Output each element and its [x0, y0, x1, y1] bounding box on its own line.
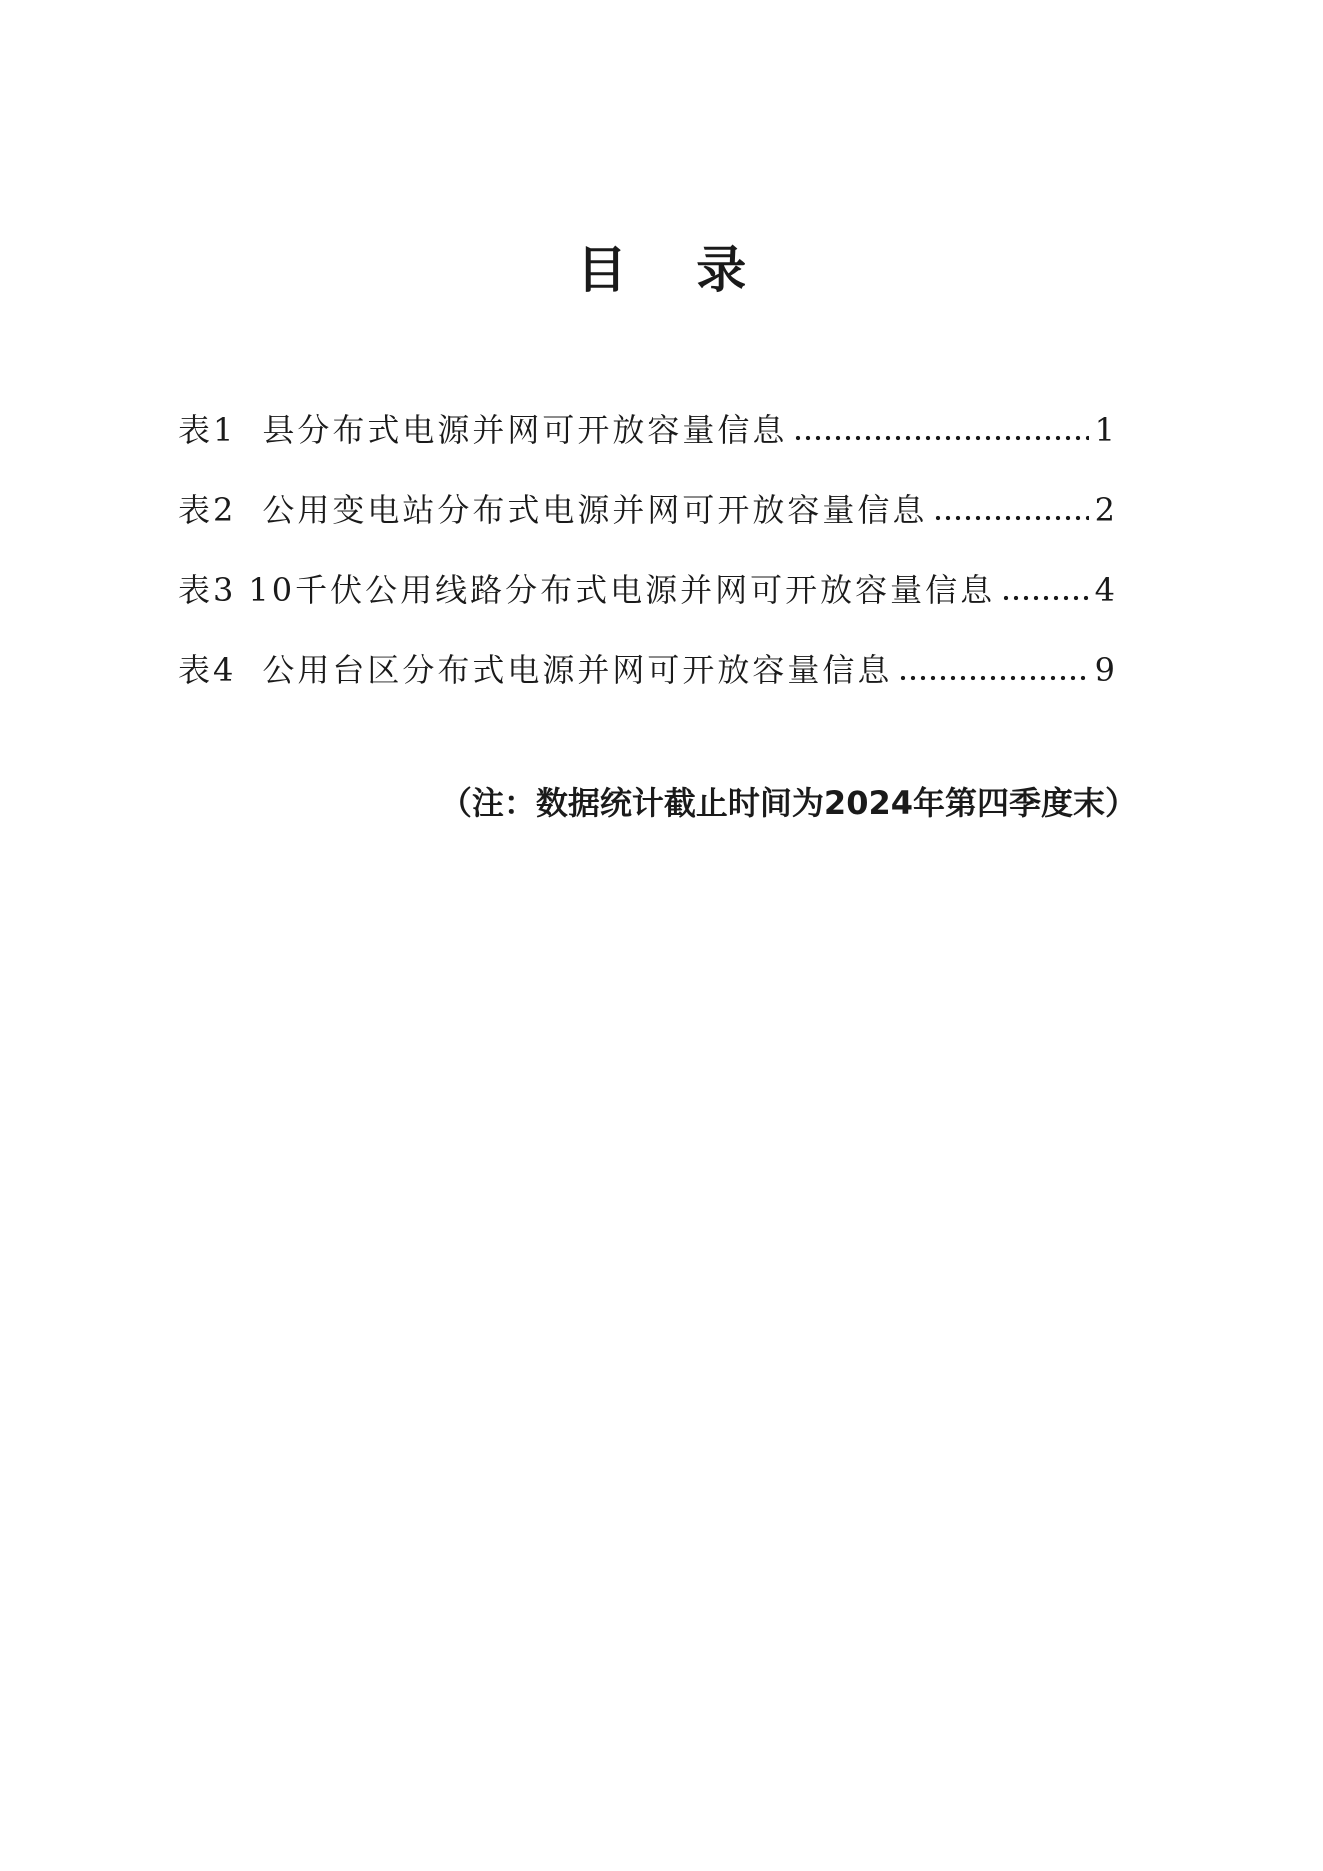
- toc-entry-page: 2: [1094, 491, 1115, 529]
- toc-dot-leader: [898, 675, 1088, 681]
- data-cutoff-note: （注：数据统计截止时间为2024年第四季度末）: [439, 784, 1137, 822]
- toc-entry-text: 公用变电站分布式电源并网可开放容量信息: [262, 491, 928, 529]
- toc-entry-page: 1: [1094, 411, 1115, 449]
- toc-entry-label: 表4: [178, 651, 237, 689]
- toc-dot-leader: [793, 435, 1088, 441]
- toc-entry-table-2[interactable]: [178, 484, 1115, 564]
- toc-entry-label: 表2: [178, 491, 237, 529]
- toc-dot-leader: [1001, 595, 1089, 601]
- toc-entry-table-1[interactable]: [178, 404, 1115, 484]
- toc-entry-page: 9: [1094, 651, 1115, 689]
- toc-entry-text: 10千伏公用线路分布式电源并网可开放容量信息: [248, 571, 996, 609]
- toc-entry-label: 表3: [178, 571, 237, 609]
- toc-dot-leader: [933, 515, 1088, 521]
- toc-entry-table-4[interactable]: [178, 644, 1115, 724]
- toc-entry-label: 表1: [178, 411, 237, 449]
- toc-entry-text: 公用台区分布式电源并网可开放容量信息: [262, 651, 893, 689]
- toc-title: 目 录: [576, 241, 773, 299]
- toc-list: [178, 404, 1115, 724]
- toc-entry-page: 4: [1094, 571, 1115, 609]
- toc-entry-table-3[interactable]: [178, 564, 1115, 644]
- toc-entry-text: 县分布式电源并网可开放容量信息: [262, 411, 788, 449]
